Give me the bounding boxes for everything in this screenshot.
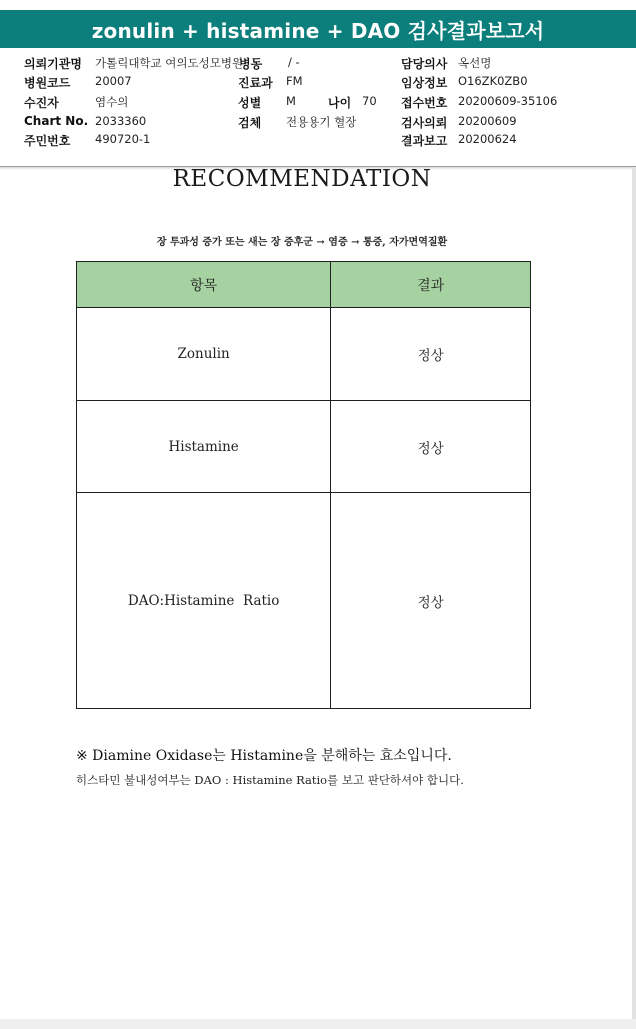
examinee-value: 염수의	[95, 95, 129, 109]
info-row-institution	[0, 55, 636, 74]
doctor-value: 옥선명	[458, 56, 492, 70]
header-item: 항목	[77, 262, 331, 308]
clinical-info-label: 임상정보	[401, 76, 448, 90]
resident-no-value: 490720-1	[95, 132, 151, 146]
resident-no-label: 주민번호	[24, 134, 71, 148]
hospital-code-label: 병원코드	[24, 76, 71, 90]
item-cell-histamine: Histamine	[77, 401, 331, 493]
request-date-value: 20200609	[458, 114, 517, 128]
result-cell-histamine: 정상	[331, 401, 531, 493]
table-row	[77, 308, 531, 401]
request-date-label: 검사의뢰	[401, 116, 448, 130]
recommendation-heading: RECOMMENDATION	[172, 166, 432, 192]
receipt-no-value: 20200609-35106	[458, 94, 558, 108]
note-dao-definition: ※ Diamine Oxidase는 Histamine을 분해하는 효소입니다.	[76, 748, 452, 764]
institution-label: 의뢰기관명	[24, 57, 82, 71]
ward-value: / -	[288, 55, 300, 69]
ward-label: 병동	[239, 57, 263, 71]
info-row-resident	[0, 132, 636, 151]
item-cell-dao-ratio: DAO:Histamine Ratio	[77, 493, 331, 709]
sex-value: M	[286, 94, 296, 108]
report-date-value: 20200624	[458, 132, 517, 146]
receipt-no-label: 접수번호	[401, 96, 448, 110]
result-cell-dao-ratio: 정상	[331, 493, 531, 709]
report-date-label: 결과보고	[401, 134, 448, 148]
table-row	[77, 401, 531, 493]
age-value: 70	[362, 94, 377, 108]
result-cell-zonulin: 정상	[331, 308, 531, 401]
note-histamine-intolerance: 히스타민 불내성여부는 DAO : Histamine Ratio를 보고 판단하셔야 합니다.	[76, 773, 464, 787]
chart-no-label: Chart No.	[24, 114, 89, 128]
table-row	[77, 493, 531, 709]
department-value: FM	[286, 74, 303, 88]
department-label: 진료과	[238, 76, 273, 90]
specimen-value: 전용용기 혈장	[286, 115, 357, 129]
examinee-label: 수진자	[24, 96, 59, 110]
result-table	[76, 261, 531, 709]
recommendation-subtitle: 장 투과성 증가 또는 새는 장 증후군 → 염증 → 통증, 자가면역질환	[156, 237, 448, 248]
specimen-label: 검체	[238, 116, 262, 130]
header-result: 결과	[331, 262, 531, 308]
chart-no-value: 2033360	[95, 114, 147, 128]
report-title: zonulin + histamine + DAO 검사결과보고서	[0, 10, 636, 48]
sex-label: 성별	[238, 96, 262, 110]
doctor-label: 담당의사	[401, 57, 448, 71]
age-label: 나이	[328, 96, 352, 110]
info-row-chart	[0, 114, 636, 133]
info-row-hospital-code	[0, 74, 636, 93]
patient-info-section	[0, 48, 636, 167]
hospital-code-value: 20007	[95, 74, 132, 88]
item-cell-zonulin: Zonulin	[77, 308, 331, 401]
clinical-info-value: O16ZK0ZB0	[458, 74, 528, 88]
table-header-row	[77, 262, 531, 308]
page-edge-shadow	[632, 167, 636, 1019]
info-row-examinee	[0, 94, 636, 113]
institution-value: 가톨릭대학교 여의도성모병원	[95, 56, 244, 70]
